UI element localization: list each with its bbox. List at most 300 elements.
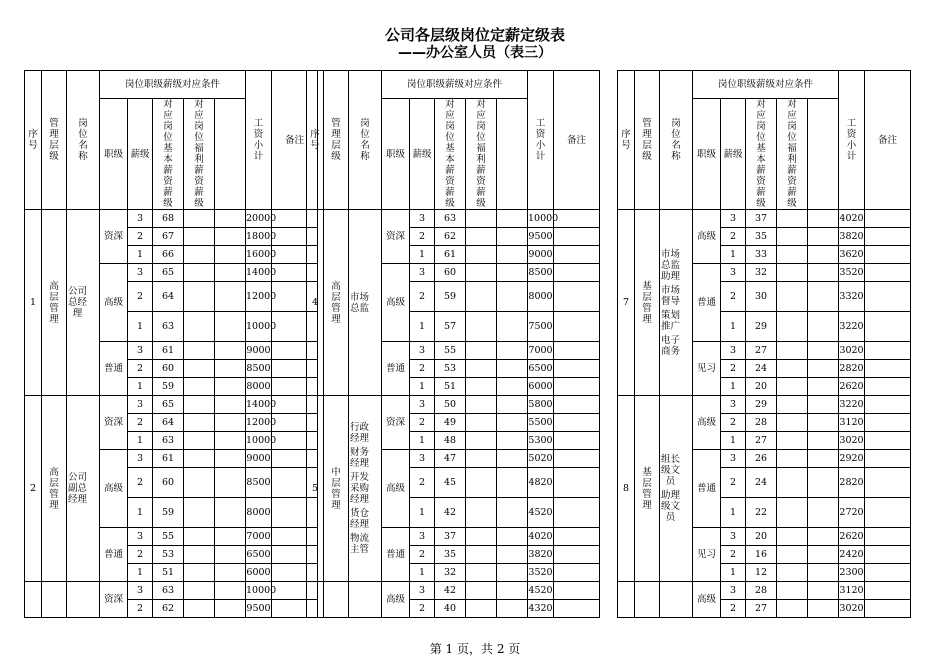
base-grade-cell — [153, 546, 184, 564]
empty-cell — [215, 342, 246, 360]
empty-cell — [497, 378, 528, 396]
subtotal-cell — [839, 264, 865, 282]
rank-cell-text: 高级 — [103, 297, 123, 308]
empty-cell — [215, 360, 246, 378]
table-row — [307, 396, 600, 414]
base-grade-cell-text: 62 — [161, 603, 175, 614]
note-cell — [865, 228, 911, 246]
header-position-text: 岗位名称 — [360, 118, 370, 162]
subtotal-cell-text: 3220 — [839, 321, 864, 332]
base-grade-cell — [153, 342, 184, 360]
note-cell — [554, 582, 600, 600]
note-cell — [865, 414, 911, 432]
seq-cell-text: 2 — [29, 483, 37, 494]
rank-cell — [100, 582, 128, 618]
subtotal-cell — [528, 312, 554, 342]
welfare-grade-cell — [777, 432, 808, 450]
header-subtotal — [839, 71, 865, 210]
position-name: 公司总经理 — [67, 286, 87, 319]
grade-cell-text: 2 — [136, 417, 144, 428]
empty-cell — [497, 264, 528, 282]
subtotal-cell-text: 3020 — [839, 603, 864, 614]
seq-cell-text: 8 — [622, 483, 630, 494]
position-name: 货仓经理 — [349, 508, 369, 530]
welfare-grade-cell — [466, 600, 497, 618]
base-grade-cell-text: 51 — [443, 381, 457, 392]
empty-cell — [497, 228, 528, 246]
grade-cell — [721, 246, 746, 264]
salary-table-panel-2 — [306, 70, 600, 618]
empty-cell — [497, 210, 528, 228]
header-grade — [410, 99, 435, 210]
welfare-grade-cell — [777, 378, 808, 396]
base-grade-cell-text: 53 — [443, 363, 457, 374]
header-grade-text: 薪级 — [723, 148, 743, 160]
welfare-grade-cell — [184, 312, 215, 342]
base-grade-cell — [746, 528, 777, 546]
subtotal-cell — [246, 246, 277, 264]
table-row — [25, 210, 318, 228]
subtotal-cell-text: 10000 — [246, 321, 277, 332]
welfare-grade-cell — [184, 450, 215, 468]
grade-cell-text: 1 — [136, 249, 144, 260]
position-name: 物流主管 — [349, 533, 369, 555]
base-grade-cell — [435, 498, 466, 528]
subtotal-cell — [246, 210, 277, 228]
welfare-grade-cell — [184, 528, 215, 546]
grade-cell — [410, 342, 435, 360]
rank-cell — [382, 210, 410, 264]
grade-cell — [128, 282, 153, 312]
base-grade-cell — [153, 582, 184, 600]
base-grade-cell — [746, 582, 777, 600]
welfare-grade-cell — [184, 246, 215, 264]
grade-cell-text: 3 — [729, 267, 737, 278]
header-grade-text: 薪级 — [412, 148, 432, 160]
base-grade-cell — [435, 564, 466, 582]
subtotal-cell-text: 3520 — [528, 567, 553, 578]
table-row — [618, 210, 911, 228]
subtotal-cell — [839, 450, 865, 468]
empty-cell — [215, 228, 246, 246]
note-cell — [865, 264, 911, 282]
grade-cell — [721, 528, 746, 546]
empty-cell — [808, 396, 839, 414]
empty-cell — [808, 378, 839, 396]
base-grade-cell — [153, 246, 184, 264]
base-grade-cell-text: 42 — [443, 585, 457, 596]
base-grade-cell-text: 27 — [754, 435, 768, 446]
grade-cell — [721, 282, 746, 312]
note-cell — [865, 342, 911, 360]
grade-cell — [410, 582, 435, 600]
rank-cell — [693, 396, 721, 450]
welfare-grade-cell — [184, 546, 215, 564]
welfare-grade-cell — [777, 264, 808, 282]
subtotal-cell-text: 8000 — [246, 381, 271, 392]
welfare-grade-cell — [184, 282, 215, 312]
header-seq-text: 序号 — [28, 129, 38, 151]
header-welfare — [184, 99, 215, 210]
grade-cell-text: 3 — [418, 531, 426, 542]
note-cell — [554, 432, 600, 450]
header-base — [153, 99, 184, 210]
base-grade-cell — [435, 582, 466, 600]
base-grade-cell-text: 37 — [754, 213, 768, 224]
header-position — [67, 71, 100, 210]
header-level — [635, 71, 660, 210]
subtotal-cell — [246, 414, 277, 432]
subtotal-cell-text: 2620 — [839, 531, 864, 542]
header-base — [746, 99, 777, 210]
rank-cell-text: 高级 — [103, 483, 123, 494]
subtotal-cell-text: 3520 — [839, 267, 864, 278]
position-name: 策划推广 — [660, 309, 680, 332]
grade-cell — [410, 378, 435, 396]
header-welfare — [466, 99, 497, 210]
level-cell — [324, 396, 349, 582]
base-grade-cell — [153, 264, 184, 282]
empty-cell — [497, 360, 528, 378]
note-cell — [865, 564, 911, 582]
subtotal-cell — [839, 210, 865, 228]
grade-cell-text: 2 — [418, 549, 426, 560]
base-grade-cell-text: 65 — [161, 399, 175, 410]
subtotal-cell-text: 3320 — [839, 291, 864, 302]
grade-cell-text: 2 — [729, 549, 737, 560]
subtotal-cell-text: 2420 — [839, 549, 864, 560]
header-cond-group-text: 岗位职级薪级对应条件 — [124, 79, 220, 90]
base-grade-cell — [435, 246, 466, 264]
header-level — [324, 71, 349, 210]
rank-cell — [100, 450, 128, 528]
seq-cell — [307, 582, 324, 618]
header-seq — [25, 71, 42, 210]
note-cell — [865, 282, 911, 312]
grade-cell-text: 2 — [418, 477, 426, 488]
welfare-grade-cell — [466, 582, 497, 600]
seq-cell — [618, 210, 635, 396]
empty-cell — [215, 546, 246, 564]
empty-cell — [215, 432, 246, 450]
grade-cell — [721, 264, 746, 282]
grade-cell-text: 1 — [729, 567, 737, 578]
note-cell — [554, 498, 600, 528]
grade-cell — [128, 228, 153, 246]
position-cell — [349, 582, 382, 618]
table-row — [618, 396, 911, 414]
rank-cell-text: 普通 — [103, 363, 123, 374]
base-grade-cell — [435, 210, 466, 228]
grade-cell-text: 1 — [418, 507, 426, 518]
grade-cell — [128, 210, 153, 228]
base-grade-cell-text: 32 — [754, 267, 768, 278]
rank-cell-text: 资深 — [385, 231, 405, 242]
note-cell — [865, 600, 911, 618]
base-grade-cell-text: 67 — [161, 231, 175, 242]
subtotal-cell — [839, 600, 865, 618]
subtotal-cell-text: 8500 — [246, 477, 271, 488]
grade-cell-text: 1 — [418, 435, 426, 446]
base-grade-cell-text: 24 — [754, 363, 768, 374]
base-grade-cell — [746, 396, 777, 414]
subtotal-cell — [839, 360, 865, 378]
subtotal-cell — [246, 564, 272, 582]
empty-cell — [808, 528, 839, 546]
base-grade-cell — [435, 432, 466, 450]
grade-cell-text: 3 — [136, 453, 144, 464]
base-grade-cell-text: 59 — [443, 291, 457, 302]
grade-cell — [721, 564, 746, 582]
grade-cell — [128, 528, 153, 546]
base-grade-cell-text: 47 — [443, 453, 457, 464]
note-cell — [865, 312, 911, 342]
subtotal-cell — [839, 498, 865, 528]
subtotal-cell-text: 3020 — [839, 435, 864, 446]
empty-cell — [215, 450, 246, 468]
base-grade-cell-text: 60 — [161, 477, 175, 488]
note-cell — [554, 564, 600, 582]
welfare-grade-cell — [184, 498, 215, 528]
header-subtotal-text: 工资小计 — [253, 118, 264, 162]
subtotal-cell — [246, 312, 277, 342]
empty-cell — [215, 582, 246, 600]
subtotal-cell — [839, 228, 865, 246]
welfare-grade-cell — [466, 246, 497, 264]
empty-cell — [215, 210, 246, 228]
note-cell — [865, 432, 911, 450]
grade-cell — [721, 600, 746, 618]
empty-cell — [215, 312, 246, 342]
grade-cell — [410, 600, 435, 618]
base-grade-cell-text: 33 — [754, 249, 768, 260]
grade-cell-text: 3 — [418, 453, 426, 464]
level-cell-text: 高层管理 — [331, 280, 341, 325]
header-note-text: 备注 — [284, 134, 304, 146]
base-grade-cell — [746, 228, 777, 246]
subtotal-cell-text: 7500 — [528, 321, 553, 332]
subtotal-cell — [839, 342, 865, 360]
header-rank-text: 职级 — [696, 148, 716, 160]
note-cell — [554, 450, 600, 468]
subtotal-cell — [528, 378, 554, 396]
grade-cell — [410, 528, 435, 546]
base-grade-cell — [746, 378, 777, 396]
subtotal-cell — [246, 468, 272, 498]
seq-cell — [25, 210, 42, 396]
base-grade-cell-text: 29 — [754, 399, 768, 410]
grade-cell — [128, 498, 153, 528]
position-cell — [67, 210, 100, 396]
base-grade-cell-text: 42 — [443, 507, 457, 518]
base-grade-cell-text: 50 — [443, 399, 457, 410]
grade-cell-text: 3 — [729, 399, 737, 410]
subtotal-cell — [839, 546, 865, 564]
position-cell — [349, 210, 382, 396]
grade-cell-text: 2 — [729, 417, 737, 428]
level-cell — [324, 210, 349, 396]
header-base-text: 对应岗位基本薪资薪级 — [445, 99, 455, 209]
subtotal-cell — [839, 528, 865, 546]
grade-cell-text: 1 — [418, 321, 426, 332]
grade-cell — [410, 432, 435, 450]
empty-cell — [215, 378, 246, 396]
note-cell — [865, 528, 911, 546]
header-welfare-text: 对应岗位福利薪资薪级 — [476, 99, 486, 209]
table-row — [25, 396, 318, 414]
welfare-grade-cell — [777, 600, 808, 618]
header-grade — [721, 99, 746, 210]
welfare-grade-cell — [777, 546, 808, 564]
subtotal-cell-text: 6000 — [246, 567, 271, 578]
subtotal-cell — [246, 600, 272, 618]
empty-cell — [808, 312, 839, 342]
level-cell — [42, 396, 67, 582]
grade-cell — [128, 432, 153, 450]
rank-cell — [100, 528, 128, 582]
welfare-grade-cell — [777, 498, 808, 528]
base-grade-cell-text: 65 — [161, 267, 175, 278]
grade-cell-text: 2 — [136, 477, 144, 488]
subtotal-cell-text: 5500 — [528, 417, 553, 428]
subtotal-cell — [246, 282, 277, 312]
base-grade-cell — [746, 312, 777, 342]
welfare-grade-cell — [777, 564, 808, 582]
header-seq — [618, 71, 635, 210]
header-cond-group-text: 岗位职级薪级对应条件 — [717, 79, 813, 90]
welfare-grade-cell — [184, 264, 215, 282]
seq-cell — [307, 396, 324, 582]
page-title: 公司各层级岗位定薪定级表 — [384, 26, 565, 44]
empty-cell — [808, 414, 839, 432]
grade-cell — [410, 312, 435, 342]
welfare-grade-cell — [777, 582, 808, 600]
rank-cell-text: 高级 — [696, 231, 716, 242]
rank-cell — [693, 210, 721, 264]
note-cell — [865, 582, 911, 600]
empty-cell — [808, 468, 839, 498]
base-grade-cell — [153, 282, 184, 312]
welfare-grade-cell — [184, 342, 215, 360]
page-subtitle: ——办公室人员（表三） — [398, 45, 552, 61]
empty-cell — [497, 528, 528, 546]
base-grade-cell — [746, 264, 777, 282]
rank-cell — [693, 264, 721, 342]
subtotal-cell — [528, 450, 554, 468]
header-grade — [128, 99, 153, 210]
header-seq-text: 序号 — [621, 129, 631, 151]
subtotal-cell-text: 9500 — [528, 231, 553, 242]
position-cell — [349, 396, 382, 582]
level-cell — [635, 582, 660, 618]
header-note — [554, 71, 600, 210]
subtotal-cell — [528, 210, 559, 228]
empty-cell — [215, 282, 246, 312]
base-grade-cell-text: 61 — [161, 453, 175, 464]
rank-cell-text: 见习 — [696, 549, 716, 560]
base-grade-cell-text: 32 — [443, 567, 457, 578]
seq-cell-text: 1 — [29, 297, 37, 308]
subtotal-cell-text: 8000 — [246, 507, 271, 518]
base-grade-cell — [746, 360, 777, 378]
subtotal-cell — [246, 432, 277, 450]
rank-cell — [100, 264, 128, 342]
rank-cell-text: 高级 — [696, 417, 716, 428]
header-subtotal — [528, 71, 554, 210]
grade-cell-text: 3 — [418, 399, 426, 410]
grade-cell — [410, 564, 435, 582]
subtotal-cell — [839, 582, 865, 600]
empty-cell — [215, 528, 246, 546]
subtotal-cell-text: 4520 — [528, 585, 553, 596]
rank-cell-text: 普通 — [385, 363, 405, 374]
subtotal-cell — [528, 564, 554, 582]
header-cond-group-text: 岗位职级薪级对应条件 — [406, 79, 502, 90]
grade-cell — [128, 582, 153, 600]
grade-cell — [410, 450, 435, 468]
empty-cell — [497, 246, 528, 264]
subtotal-cell — [246, 450, 272, 468]
welfare-grade-cell — [777, 312, 808, 342]
subtotal-cell-text: 8000 — [528, 291, 553, 302]
grade-cell — [410, 546, 435, 564]
grade-cell-text: 2 — [136, 291, 144, 302]
grade-cell-text: 2 — [136, 603, 144, 614]
grade-cell — [721, 228, 746, 246]
welfare-grade-cell — [777, 396, 808, 414]
welfare-grade-cell — [184, 378, 215, 396]
subtotal-cell — [839, 414, 865, 432]
welfare-grade-cell — [777, 450, 808, 468]
position-name: 电子商务 — [660, 334, 680, 357]
base-grade-cell-text: 60 — [443, 267, 457, 278]
base-grade-cell-text: 68 — [161, 213, 175, 224]
grade-cell — [128, 414, 153, 432]
grade-cell — [721, 414, 746, 432]
base-grade-cell-text: 20 — [754, 531, 768, 542]
base-grade-cell-text: 28 — [754, 585, 768, 596]
position-name: 市场总监 — [349, 291, 369, 314]
subtotal-cell-text: 2820 — [839, 477, 864, 488]
grade-cell — [721, 498, 746, 528]
base-grade-cell-text: 60 — [161, 363, 175, 374]
base-grade-cell — [746, 246, 777, 264]
base-grade-cell-text: 27 — [754, 603, 768, 614]
grade-cell — [410, 498, 435, 528]
position-name: 助理级文员 — [660, 490, 680, 523]
welfare-grade-cell — [777, 414, 808, 432]
note-cell — [554, 600, 600, 618]
base-grade-cell-text: 59 — [161, 507, 175, 518]
grade-cell — [410, 396, 435, 414]
base-grade-cell-text: 61 — [161, 345, 175, 356]
seq-cell-text: 4 — [311, 297, 319, 308]
subtotal-cell — [528, 498, 554, 528]
header-subtotal-text: 工资小计 — [535, 118, 546, 162]
base-grade-cell-text: 35 — [754, 231, 768, 242]
welfare-grade-cell — [184, 210, 215, 228]
note-cell — [554, 228, 600, 246]
base-grade-cell — [153, 414, 184, 432]
subtotal-cell — [528, 282, 554, 312]
header-welfare-text: 对应岗位福利薪资薪级 — [194, 99, 204, 209]
subtotal-cell — [528, 264, 554, 282]
subtotal-cell-text: 2620 — [839, 381, 864, 392]
subtotal-cell-text: 4020 — [528, 531, 553, 542]
subtotal-cell — [839, 564, 865, 582]
grade-cell — [128, 246, 153, 264]
subtotal-cell — [528, 396, 554, 414]
